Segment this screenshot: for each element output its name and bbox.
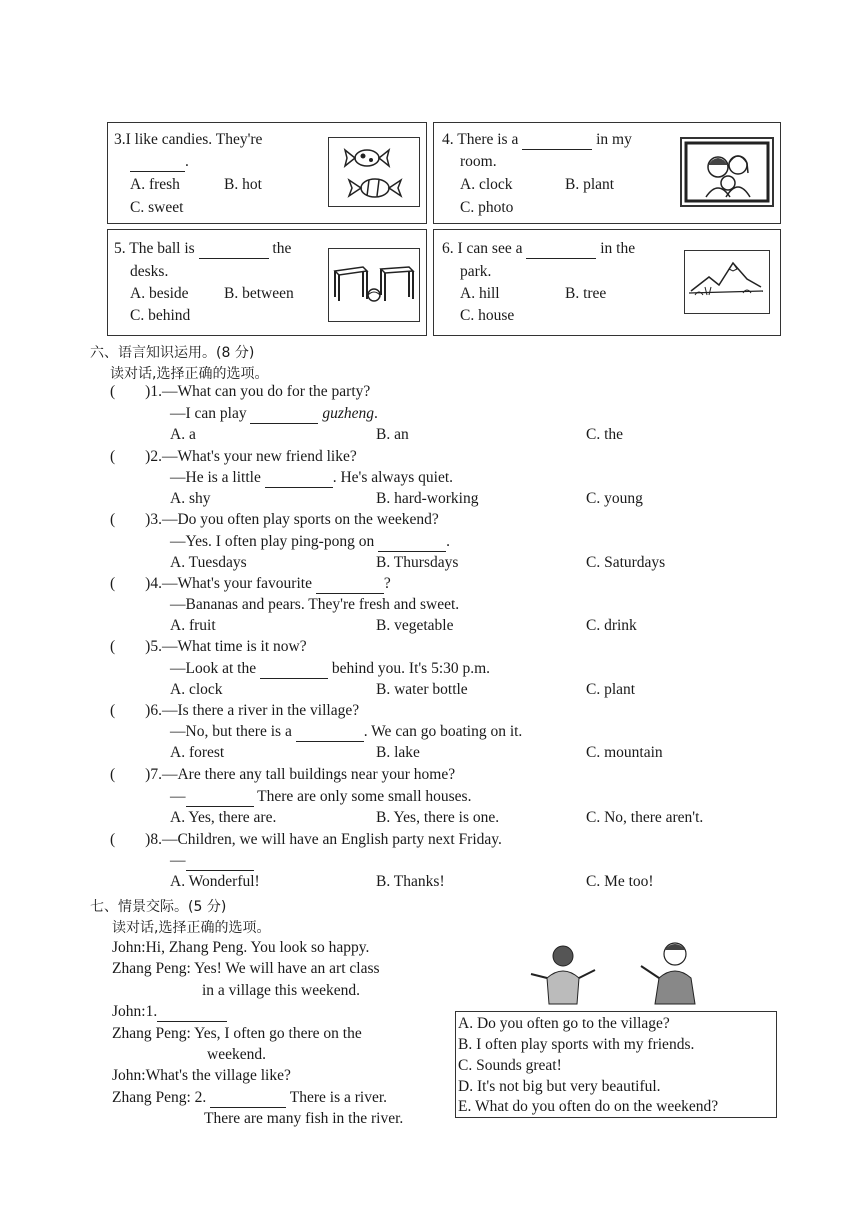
option-a: A. a <box>170 426 196 443</box>
question-line: —What's your favourite <box>161 575 312 592</box>
question-line: —Is there a river in the village? <box>161 702 360 719</box>
question-box-3 <box>107 122 427 224</box>
dialogue-options-box <box>455 1011 777 1118</box>
dialogue-option-a: A. Do you often go to the village? <box>458 1015 670 1032</box>
candy-image <box>328 137 420 207</box>
question-number: )2. <box>145 448 162 465</box>
option-b: B. Thursdays <box>376 554 459 571</box>
question-text-line2: park. <box>460 263 492 280</box>
option-c: C. plant <box>586 681 636 698</box>
dialogue-line: Yes, I often go there on the <box>194 1025 362 1042</box>
dialogue-line: What's the village like? <box>145 1067 291 1084</box>
question-box-5 <box>107 229 427 336</box>
option-c: C. sweet <box>130 199 184 216</box>
answer-paren[interactable] <box>115 383 145 401</box>
answer-blank[interactable] <box>130 153 185 172</box>
answer-blank[interactable] <box>522 131 592 150</box>
answer-line: —Bananas and pears. They're fresh and sweet. <box>170 596 460 613</box>
option-a: A. Wonderful! <box>170 873 260 890</box>
dialogue-option-c: C. Sounds great! <box>458 1057 562 1074</box>
question-text-cont: the <box>272 240 292 257</box>
answer-dash: — <box>170 788 186 805</box>
answer-paren[interactable] <box>115 702 145 720</box>
dialogue-line-cont: There are many fish in the river. <box>204 1110 404 1127</box>
question-line: —Children, we will have an English party next Friday. <box>161 831 502 848</box>
answer-line-end: . He's always quiet. <box>332 469 454 486</box>
section-6-heading: 六、语言知识运用。(8 分) <box>90 345 255 361</box>
answer-blank[interactable] <box>265 469 333 488</box>
dialogue-option-e: E. What do you often do on the weekend? <box>458 1098 719 1115</box>
option-a: A. hill <box>460 285 500 302</box>
option-b: B. Thanks! <box>376 873 445 890</box>
option-b: B. an <box>376 426 409 443</box>
children-illustration <box>525 938 725 1008</box>
answer-paren[interactable] <box>115 575 145 593</box>
option-b: B. water bottle <box>376 681 468 698</box>
option-b: B. tree <box>565 285 607 302</box>
answer-line: —Look at the <box>170 660 257 677</box>
answer-line: —Yes. I often play ping-pong on <box>170 533 375 550</box>
answer-line-end: . We can go boating on it. <box>363 723 523 740</box>
question-line-end: ? <box>383 575 391 592</box>
question-number: 4. <box>442 131 454 148</box>
question-line: —What can you do for the party? <box>161 383 371 400</box>
dialogue-line: 2. <box>194 1089 207 1106</box>
option-a: A. shy <box>170 490 211 507</box>
family-photo-image <box>680 137 774 207</box>
option-a: A. Tuesdays <box>170 554 247 571</box>
option-b: B. Yes, there is one. <box>376 809 500 826</box>
answer-line-end: . <box>446 533 450 550</box>
answer-blank[interactable] <box>378 533 446 552</box>
question-text-cont: in my <box>596 131 632 148</box>
answer-blank-1[interactable] <box>157 1003 227 1022</box>
option-c: C. house <box>460 307 515 324</box>
option-a: A. clock <box>460 176 513 193</box>
section-6-instruction: 读对话,选择正确的选项。 <box>110 366 269 382</box>
answer-blank[interactable] <box>296 723 364 742</box>
option-c: C. young <box>586 490 643 507</box>
dialogue-line-cont: in a village this weekend. <box>202 982 360 999</box>
question-text-line2: room. <box>460 153 497 170</box>
answer-blank[interactable] <box>260 660 328 679</box>
answer-paren[interactable] <box>115 448 145 466</box>
answer-paren[interactable] <box>115 638 145 656</box>
speaker-zhang-peng: Zhang Peng: <box>112 1025 191 1042</box>
question-text: The ball is <box>129 240 195 257</box>
answer-line-end: . <box>374 405 378 422</box>
answer-blank[interactable] <box>250 405 318 424</box>
dialogue-line: Hi, Zhang Peng. You look so happy. <box>145 939 370 956</box>
answer-line: —He is a little <box>170 469 261 486</box>
question-text: I can see a <box>457 240 523 257</box>
option-c: C. the <box>586 426 624 443</box>
dialogue-line: Yes! We will have an art class <box>194 960 380 977</box>
option-a: A. clock <box>170 681 223 698</box>
speaker-zhang-peng: Zhang Peng: <box>112 1089 191 1106</box>
option-b: B. lake <box>376 744 420 761</box>
question-box-6 <box>433 229 781 336</box>
dialogue-line-end: There is a river. <box>289 1089 388 1106</box>
option-b: B. vegetable <box>376 617 454 634</box>
section-7-instruction: 读对话,选择正确的选项。 <box>112 920 271 936</box>
question-text-cont: in the <box>600 240 636 257</box>
option-b: B. hot <box>224 176 262 193</box>
question-line: —Do you often play sports on the weekend? <box>161 511 439 528</box>
dialogue-option-d: D. It's not big but very beautiful. <box>458 1078 661 1095</box>
question-number: )3. <box>145 511 162 528</box>
section-7-heading: 七、情景交际。(5 分) <box>90 899 227 915</box>
question-number: )5. <box>145 638 162 655</box>
answer-blank[interactable] <box>316 575 384 594</box>
question-number: )4. <box>145 575 162 592</box>
speaker-john: John: <box>112 1067 146 1084</box>
question-number: 3. <box>114 131 126 148</box>
option-c: C. mountain <box>586 744 663 761</box>
answer-line-end: behind you. It's 5:30 p.m. <box>331 660 491 677</box>
option-c: C. No, there aren't. <box>586 809 704 826</box>
dialogue-line-cont: weekend. <box>207 1046 266 1063</box>
option-c: C. Saturdays <box>586 554 666 571</box>
option-c: C. photo <box>460 199 514 216</box>
answer-paren[interactable] <box>115 511 145 529</box>
speaker-john: John: <box>112 1003 146 1020</box>
question-number: )8. <box>145 831 162 848</box>
answer-dash: — <box>170 852 186 869</box>
question-number: )1. <box>145 383 162 400</box>
question-number: 6. <box>442 240 454 257</box>
answer-blank[interactable] <box>526 240 596 259</box>
option-a: A. fruit <box>170 617 216 634</box>
question-box-4 <box>433 122 781 224</box>
answer-paren[interactable] <box>115 831 145 849</box>
dialogue-line: 1. <box>145 1003 158 1020</box>
question-line: —Are there any tall buildings near your home? <box>161 766 456 783</box>
option-c: C. behind <box>130 307 191 324</box>
desks-ball-image <box>328 248 420 322</box>
speaker-zhang-peng: Zhang Peng: <box>112 960 191 977</box>
option-a: A. fresh <box>130 176 180 193</box>
question-number: )7. <box>145 766 162 783</box>
answer-line-end: There are only some small houses. <box>257 788 472 805</box>
option-c: C. Me too! <box>586 873 654 890</box>
option-c: C. drink <box>586 617 637 634</box>
answer-line: —No, but there is a <box>170 723 292 740</box>
hill-image <box>684 250 770 314</box>
period: . <box>185 153 189 170</box>
option-b: B. plant <box>565 176 615 193</box>
answer-blank[interactable] <box>186 788 254 807</box>
answer-blank-2[interactable] <box>210 1089 286 1108</box>
option-a: A. Yes, there are. <box>170 809 277 826</box>
option-b: B. between <box>224 285 294 302</box>
dialogue-option-b: B. I often play sports with my friends. <box>458 1036 695 1053</box>
option-b: B. hard-working <box>376 490 479 507</box>
speaker-john: John: <box>112 939 146 956</box>
answer-line: —I can play <box>170 405 247 422</box>
question-text-line2: desks. <box>130 263 169 280</box>
answer-italic: guzheng <box>322 405 375 422</box>
answer-blank[interactable] <box>186 852 254 871</box>
question-line: —What's your new friend like? <box>161 448 357 465</box>
question-number: 5. <box>114 240 126 257</box>
question-text: I like candies. They're <box>125 131 263 148</box>
answer-paren[interactable] <box>115 766 145 784</box>
answer-blank[interactable] <box>199 240 269 259</box>
question-text: There is a <box>457 131 519 148</box>
question-line: —What time is it now? <box>161 638 307 655</box>
option-a: A. forest <box>170 744 225 761</box>
option-a: A. beside <box>130 285 189 302</box>
question-number: )6. <box>145 702 162 719</box>
